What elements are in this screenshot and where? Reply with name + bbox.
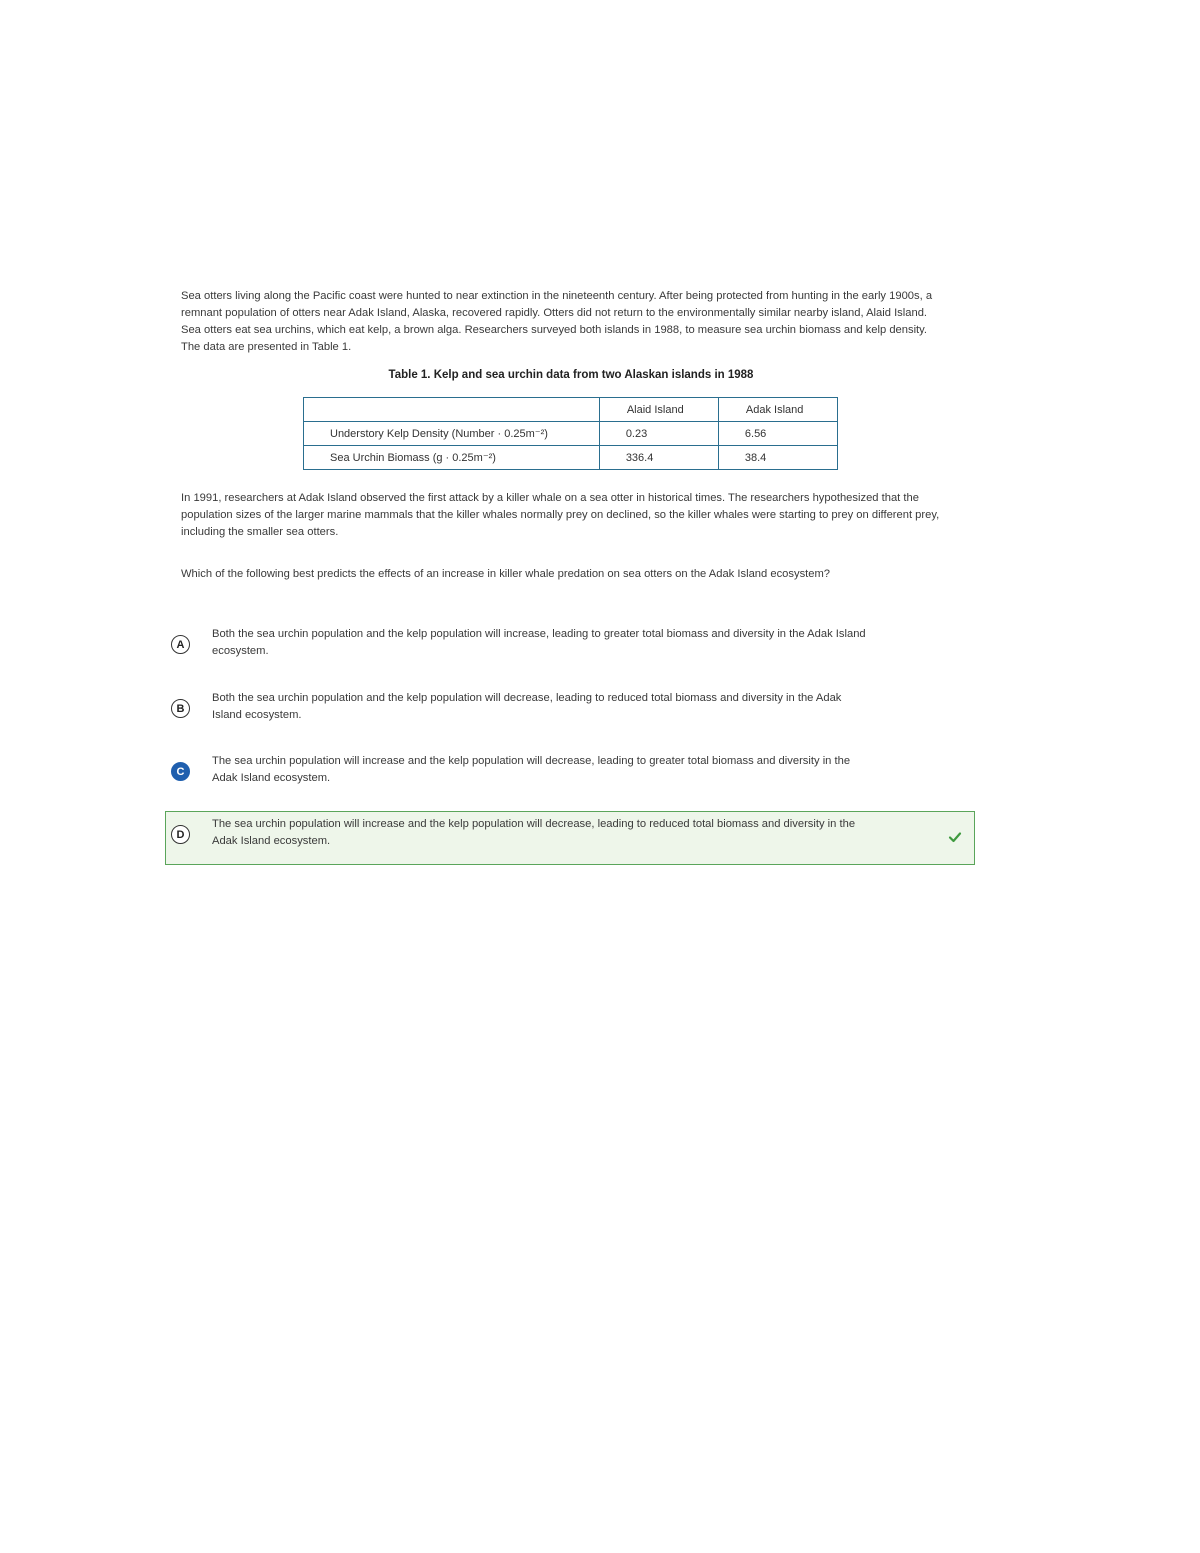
row-label-urchin-biomass: Sea Urchin Biomass (g · 0.25m⁻²) [304, 446, 600, 470]
choice-d-marker[interactable]: D [171, 825, 190, 844]
table-header-adak: Adak Island [718, 398, 837, 422]
table-header-row [304, 398, 838, 422]
cell-alaid-kelp: 0.23 [599, 422, 718, 446]
choice-c-marker-selected[interactable]: C [171, 762, 190, 781]
passage-followup: In 1991, researchers at Adak Island observed the first attack by a killer whale on a sea otter in historical times. The researchers hypothesized that the population sizes of the larger marine mammals that the killer whales normally prey on declined, so the killer whales were starting to prey on different prey, including the smaller sea otters. [181, 492, 940, 538]
choice-a[interactable] [165, 621, 975, 675]
cell-adak-kelp: 6.56 [718, 422, 837, 446]
table-row [304, 446, 838, 470]
cell-alaid-urchin: 336.4 [599, 446, 718, 470]
choice-d-correct[interactable] [165, 811, 975, 865]
choice-c[interactable] [165, 748, 975, 802]
choice-a-text: Both the sea urchin population and the kelp population will increase, leading to greater total biomass and diversity in the Adak Island ecosystem. [212, 628, 866, 657]
choice-c-text: The sea urchin population will increase and the kelp population will decrease, leading to greater total biomass and diversity in the Adak Island ecosystem. [212, 755, 851, 784]
choice-b-marker[interactable]: B [171, 699, 190, 718]
table-header-alaid: Alaid Island [599, 398, 718, 422]
row-label-kelp-density: Understory Kelp Density (Number · 0.25m⁻²) [304, 422, 600, 446]
choice-a-marker[interactable]: A [171, 635, 190, 654]
question-stem: Which of the following best predicts the effects of an increase in killer whale predation on sea otters on the Adak Island ecosystem? [181, 568, 831, 580]
table-row [304, 422, 838, 446]
choice-b[interactable] [165, 685, 975, 739]
choice-d-text: The sea urchin population will increase and the kelp population will decrease, leading to reduced total biomass and diversity in the Adak Island ecosystem. [212, 818, 856, 847]
passage-intro: Sea otters living along the Pacific coast were hunted to near extinction in the nineteenth century. After being protected from hunting in the early 1900s, a remnant population of otters near Adak Island, Alaska, recovered rapidly. Otters did not return to the environmentally similar nearby island, Alaid Island. Sea otters eat sea urchins, which eat kelp, a brown alga. Researchers surveyed both islands in 1988, to measure sea urchin biomass and kelp density. The data are presented in Table 1. [181, 290, 933, 353]
kelp-urchin-table [303, 397, 838, 470]
choice-b-text: Both the sea urchin population and the kelp population will decrease, leading to reduced total biomass and diversity in the Adak Island ecosystem. [212, 692, 842, 721]
check-icon [948, 830, 962, 844]
cell-adak-urchin: 38.4 [718, 446, 837, 470]
table-header-empty [304, 398, 600, 422]
table-caption: Table 1. Kelp and sea urchin data from two Alaskan islands in 1988 [388, 369, 754, 381]
